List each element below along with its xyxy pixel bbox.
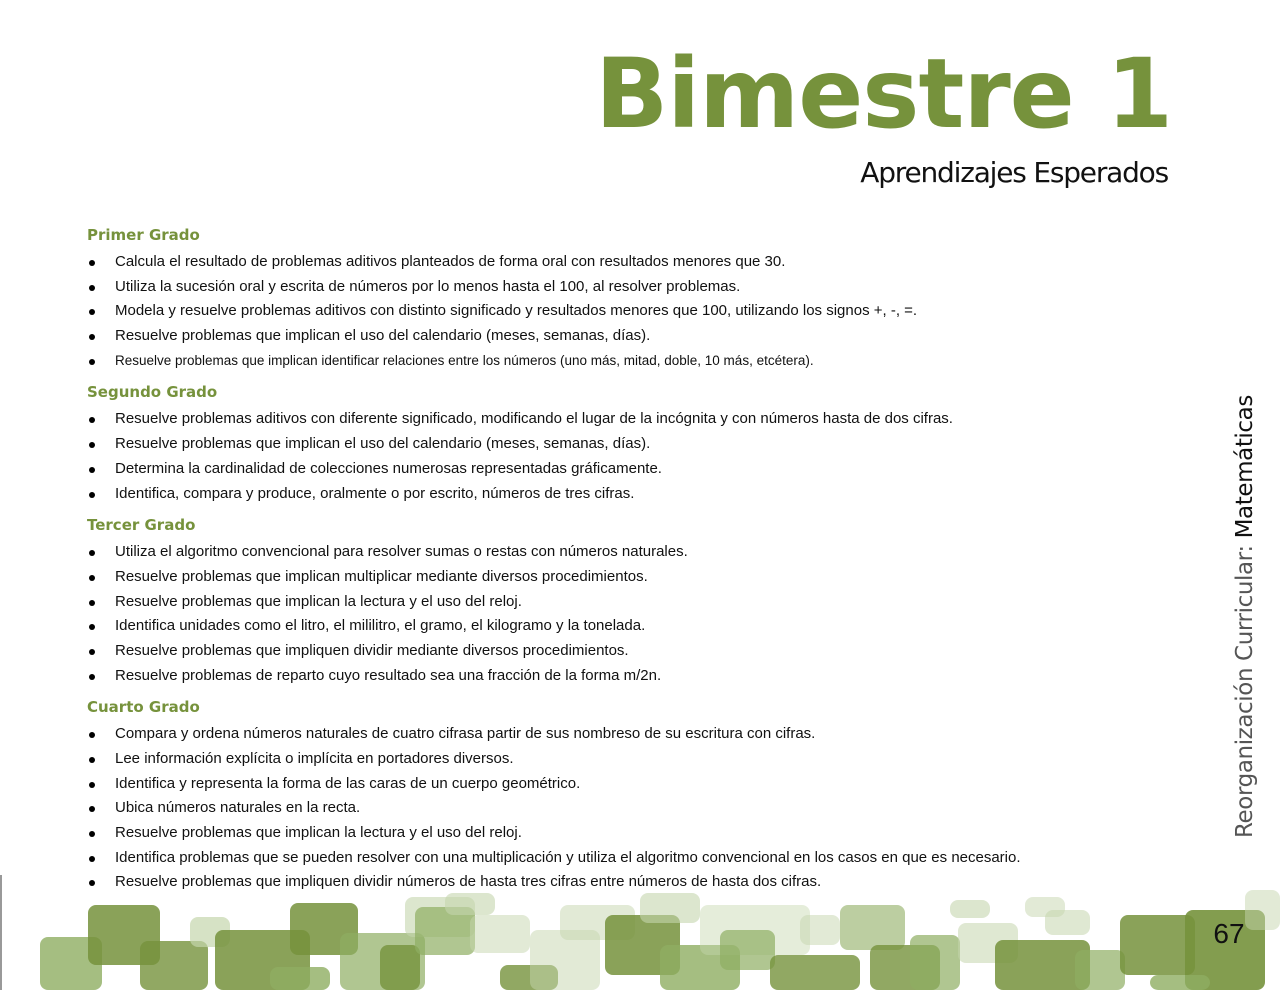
decorative-tile — [910, 935, 960, 990]
list-item: Lee información explícita o implícita en portadores diversos. — [87, 747, 1202, 772]
section-heading: Tercer Grado — [87, 516, 196, 535]
curriculum-sidebar-label — [1232, 395, 1258, 838]
decorative-tile — [1075, 950, 1125, 990]
decorative-tile — [720, 930, 775, 970]
decorative-tile — [470, 915, 530, 953]
section-heading: Segundo Grado — [87, 383, 218, 402]
decorative-tile — [950, 900, 990, 918]
decorative-tile — [380, 945, 420, 990]
outcome-list — [87, 407, 1202, 506]
decorative-tile — [1150, 975, 1210, 990]
list-item: Identifica, compara y produce, oralmente o por escrito, números de tres cifras. — [87, 482, 1202, 507]
list-item: Identifica y representa la forma de las caras de un cuerpo geométrico. — [87, 772, 1202, 797]
section-heading: Cuarto Grado — [87, 698, 200, 717]
decorative-tile — [140, 941, 208, 990]
list-item: Calcula el resultado de problemas aditivos planteados de forma oral con resultados menores que 30. — [87, 250, 1202, 275]
section-primer-grado — [87, 224, 1202, 373]
outcome-list — [87, 722, 1202, 895]
list-item: Resuelve problemas aditivos con diferente significado, modificando el lugar de la incógnita y con números hasta de dos cifras. — [87, 407, 1202, 432]
list-item: Utiliza el algoritmo convencional para resolver sumas o restas con números naturales. — [87, 540, 1202, 565]
list-item: Identifica unidades como el litro, el mililitro, el gramo, el kilogramo y la tonelada. — [87, 614, 1202, 639]
decorative-tile — [640, 893, 700, 923]
outcome-list — [87, 540, 1202, 688]
section-tercer-grado — [87, 514, 1202, 688]
list-item: Resuelve problemas que implican la lectura y el uso del reloj. — [87, 590, 1202, 615]
list-item: Resuelve problemas que implican identificar relaciones entre los números (uno más, mitad, doble, 10 más, etcétera). — [87, 349, 1202, 374]
section-heading: Primer Grado — [87, 226, 200, 244]
list-item: Ubica números naturales en la recta. — [87, 796, 1202, 821]
decorative-tile — [800, 915, 840, 945]
list-item: Modela y resuelve problemas aditivos con distinto significado y resultados menores que 100, utilizando los signos +, -, =. — [87, 299, 1202, 324]
list-item: Compara y ordena números naturales de cuatro cifrasa partir de sus nombreso de su escritura con cifras. — [87, 722, 1202, 747]
decorative-tile — [1120, 915, 1195, 975]
page-subtitle: Aprendizajes Esperados — [860, 156, 1168, 189]
learning-outcomes — [87, 224, 1202, 903]
decorative-tile — [770, 955, 860, 990]
list-item: Identifica problemas que se pueden resolver con una multiplicación y utiliza el algoritmo convencional en los casos en que es necesario. — [87, 846, 1202, 871]
page-title: Bimestre 1 — [595, 38, 1172, 150]
page-number: 67 — [1213, 918, 1245, 949]
list-item: Resuelve problemas que implican la lectura y el uso del reloj. — [87, 821, 1202, 846]
section-segundo-grado — [87, 381, 1202, 506]
decorative-tile — [840, 905, 905, 950]
section-cuarto-grado — [87, 696, 1202, 895]
list-item: Resuelve problemas que implican el uso del calendario (meses, semanas, días). — [87, 324, 1202, 349]
list-item: Resuelve problemas de reparto cuyo resultado sea una fracción de la forma m/2n. — [87, 664, 1202, 689]
decorative-tile — [1045, 910, 1090, 935]
decorative-tile — [270, 967, 330, 990]
list-item: Resuelve problemas que impliquen dividir mediante diversos procedimientos. — [87, 639, 1202, 664]
list-item: Resuelve problemas que impliquen dividir números de hasta tres cifras entre números de hasta dos cifras. — [87, 870, 1202, 895]
list-item: Determina la cardinalidad de colecciones numerosas representadas gráficamente. — [87, 457, 1202, 482]
outcome-list — [87, 250, 1202, 373]
decorative-tile — [445, 893, 495, 915]
sidebar-subject: Matemáticas — [1232, 395, 1258, 539]
decorative-tile-band — [0, 875, 1280, 990]
list-item: Resuelve problemas que implican multiplicar mediante diversos procedimientos. — [87, 565, 1202, 590]
list-item: Utiliza la sucesión oral y escrita de números por lo menos hasta el 100, al resolver problemas. — [87, 275, 1202, 300]
list-item: Resuelve problemas que implican el uso del calendario (meses, semanas, días). — [87, 432, 1202, 457]
sidebar-prefix: Reorganización Curricular: — [1232, 538, 1258, 838]
